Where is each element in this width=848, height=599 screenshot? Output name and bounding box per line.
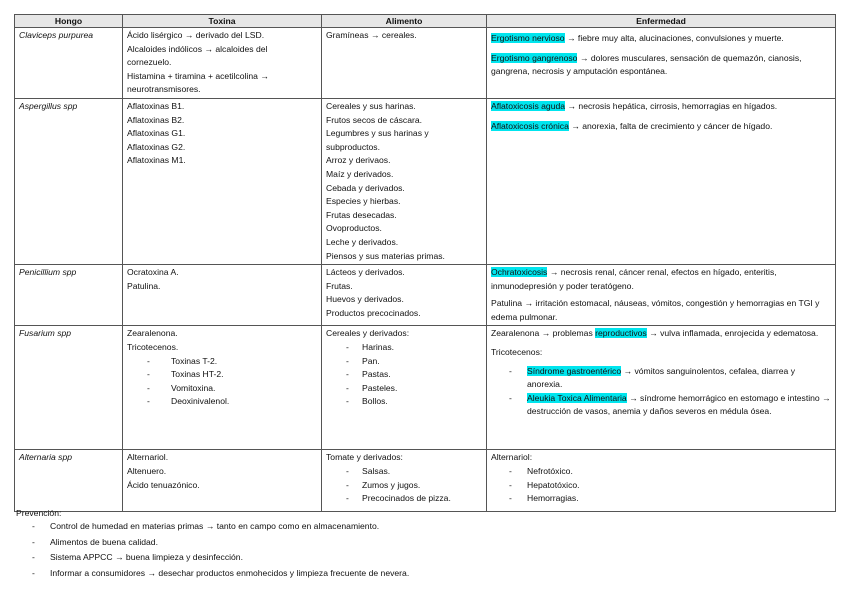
hongo-cell: Penicillium spp — [15, 265, 123, 326]
alimento-line: Productos precocinados. — [326, 307, 421, 318]
disease-subheading: Tricotecenos: — [491, 347, 543, 358]
prevention-title: Prevención: — [16, 508, 62, 518]
disease-highlight: Ergotismo gangrenoso — [491, 52, 578, 63]
enfermedad-cell — [487, 265, 836, 326]
alimento-line: Gramíneas → cereales. — [326, 30, 417, 40]
toxina-line: Aflatoxinas G1. — [127, 128, 186, 139]
toxina-cell — [123, 28, 322, 99]
toxina-line: neurotransmisores. — [127, 84, 201, 95]
alimento-cell — [322, 98, 487, 264]
disease-subitem: - Hepatotóxico. — [491, 479, 831, 493]
toxina-cell — [123, 450, 322, 512]
disease-description: → vulva inflamada, enrojecida y edematosa. — [646, 328, 819, 339]
disease-highlight: Ochratoxicosis — [491, 267, 548, 278]
toxina-line: Tricotecenos. — [127, 342, 179, 353]
disease-prefix: Zearalenona → problemas — [491, 328, 596, 339]
toxina-subitem: - Deoxinivalenol. — [127, 395, 317, 409]
disease-description: → síndrome hemorrágico en estomago e intestino → destrucción de vasos, anemia y daños severos en médula ósea. — [527, 392, 831, 417]
toxina-line: Ácido lisérgico → derivado del LSD. — [127, 30, 265, 40]
alimento-line: Cereales y sus harinas. — [326, 100, 416, 111]
alimento-line: Ovoproductos. — [326, 223, 382, 234]
alimento-line: Cereales y derivados: — [326, 328, 410, 339]
disease-description: → fiebre muy alta, alucinaciones, convulsiones y muerte. — [564, 33, 784, 43]
table-row — [15, 450, 836, 512]
toxina-subitem: - Toxinas T-2. — [127, 355, 317, 369]
toxina-line: Aflatoxinas B1. — [127, 100, 185, 111]
prevention-item: - Alimentos de buena calidad. — [16, 535, 409, 551]
alimento-subitem: - Bollos. — [326, 395, 482, 409]
disease-subitem — [491, 365, 831, 392]
header-toxina: Toxina — [123, 15, 322, 28]
alimento-subitem: - Pastas. — [326, 368, 482, 382]
disease-entry — [491, 120, 831, 134]
alimento-cell — [322, 326, 487, 450]
alimento-cell — [322, 450, 487, 512]
disease-subitem — [491, 392, 831, 419]
enfermedad-cell — [487, 326, 836, 450]
toxina-line: Patulina. — [127, 280, 161, 291]
disease-highlight: Aflatoxicosis crónica — [491, 120, 569, 131]
prevention-section — [16, 507, 409, 581]
disease-highlight: reproductivos — [595, 328, 647, 339]
header-enfermedad: Enfermedad — [487, 15, 836, 28]
disease-description: → necrosis hepática, cirrosis, hemorragias en hígados. — [565, 100, 778, 111]
toxina-cell — [123, 326, 322, 450]
disease-entry — [491, 100, 831, 114]
hongo-cell: Fusarium spp — [15, 326, 123, 450]
hongo-cell: Claviceps purpurea — [15, 28, 123, 99]
alimento-subitem: - Salsas. — [326, 465, 482, 479]
disease-subheading: Alternariol: — [491, 452, 533, 463]
disease-highlight: Aleukia Toxica Alimentaria — [527, 392, 627, 403]
toxina-line: Altenuero. — [127, 466, 167, 477]
alimento-line: Huevos y derivados. — [326, 294, 404, 305]
table-row — [15, 98, 836, 264]
alimento-subitem: - Zumos y jugos. — [326, 479, 482, 493]
header-alimento: Alimento — [322, 15, 487, 28]
alimento-line: Arroz y derivaos. — [326, 155, 391, 166]
toxina-line: Zearalenona. — [127, 328, 178, 339]
toxina-line: Aflatoxinas B2. — [127, 114, 185, 125]
disease-subitem: - Nefrotóxico. — [491, 465, 831, 479]
toxina-cell — [123, 265, 322, 326]
toxina-line: Ácido tenuazónico. — [127, 479, 200, 490]
table-row — [15, 28, 836, 99]
disease-subitem: - Hemorragias. — [491, 492, 831, 506]
disease-entry — [491, 32, 831, 46]
toxina-line: Histamina + tiramina + acetilcolina → — [127, 70, 269, 81]
alimento-subitem: - Precocinados de pizza. — [326, 492, 482, 506]
toxina-line: Alternariol. — [127, 452, 169, 463]
alimento-line: Frutas. — [326, 280, 353, 291]
toxina-subitem: - Vomitoxina. — [127, 382, 317, 396]
alimento-line: Maíz y derivados. — [326, 168, 394, 179]
alimento-subitem: - Pasteles. — [326, 382, 482, 396]
alimento-line: Piensos y sus materias primas. — [326, 250, 445, 261]
toxina-cell — [123, 98, 322, 264]
alimento-cell — [322, 28, 487, 99]
disease-description: → dolores musculares, sensación de quemazón, cianosis, gangrena, necrosis y amputación espontánea. — [491, 52, 802, 77]
table-row — [15, 265, 836, 326]
alimento-line: Frutos secos de cáscara. — [326, 114, 423, 125]
disease-entry — [491, 52, 831, 79]
table-row — [15, 326, 836, 450]
alimento-line: Frutas desecadas. — [326, 209, 397, 220]
alimento-line: subproductos. — [326, 141, 380, 152]
alimento-line: Lácteos y derivados. — [326, 267, 405, 278]
disease-description: → necrosis renal, cáncer renal, efectos en hígado, enteritis, inmunodepresión y poder teratógeno. — [491, 267, 777, 291]
alimento-subitem: - Pan. — [326, 355, 482, 369]
hongo-cell: Alternaria spp — [15, 450, 123, 512]
disease-description: → anorexia, falta de crecimiento y cáncer de hígado. — [568, 120, 773, 131]
alimento-line: Cebada y derivados. — [326, 182, 405, 193]
toxina-line: Aflatoxinas G2. — [127, 141, 186, 152]
enfermedad-cell — [487, 450, 836, 512]
toxina-line: Alcaloides indólicos → alcaloides del — [127, 43, 268, 54]
enfermedad-cell — [487, 28, 836, 99]
disease-entry — [491, 327, 831, 341]
disease-highlight: Aflatoxicosis aguda — [491, 100, 566, 111]
alimento-line: Tomate y derivados: — [326, 452, 403, 463]
disease-description: → vómitos sanguinolentos, cefalea, diarrea y anorexia. — [527, 365, 795, 390]
prevention-item: - Control de humedad en materias primas → tanto en campo como en almacenamiento. — [16, 519, 409, 535]
toxina-line: Aflatoxinas M1. — [127, 155, 186, 166]
disease-entry: Patulina → irritación estomacal, náuseas, vómitos, congestión y hemorragias en TGI y edema pulmonar. — [491, 298, 820, 322]
toxina-line: cornezuelo. — [127, 57, 172, 68]
mycotoxin-table — [14, 14, 836, 512]
prevention-item: - Informar a consumidores → desechar productos enmohecidos y limpieza frecuente de nevera. — [16, 566, 409, 582]
disease-highlight: Ergotismo nervioso — [491, 33, 565, 43]
alimento-line: Leche y derivados. — [326, 236, 399, 247]
disease-highlight: Síndrome gastroentérico — [527, 365, 622, 376]
alimento-line: Legumbres y sus harinas y — [326, 128, 429, 139]
header-hongo: Hongo — [15, 15, 123, 28]
alimento-line: Especies y hierbas. — [326, 196, 401, 207]
toxina-line: Ocratoxina A. — [127, 267, 179, 278]
enfermedad-cell — [487, 98, 836, 264]
table-header-row — [15, 15, 836, 28]
toxina-subitem: - Toxinas HT-2. — [127, 368, 317, 382]
alimento-subitem: - Harinas. — [326, 341, 482, 355]
hongo-cell: Aspergillus spp — [15, 98, 123, 264]
prevention-item: - Sistema APPCC → buena limpieza y desinfección. — [16, 550, 409, 566]
disease-entry — [491, 266, 831, 293]
alimento-cell — [322, 265, 487, 326]
